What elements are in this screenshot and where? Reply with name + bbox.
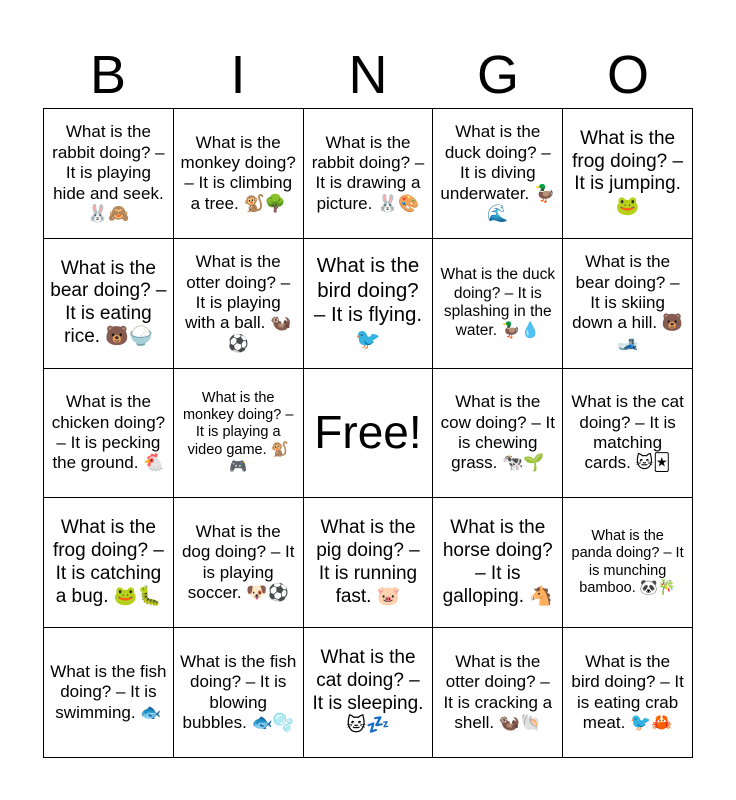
bingo-cell[interactable] — [44, 628, 174, 758]
bingo-cell[interactable] — [563, 109, 693, 239]
bingo-cell[interactable] — [44, 109, 174, 239]
header-letter-i: I — [230, 45, 246, 105]
cell-text: What is the monkey doing? – It is climbing a tree. 🐒🌳 — [180, 132, 296, 213]
header-letter-b: B — [89, 45, 127, 105]
header-letter-g: G — [476, 45, 519, 105]
cell-text: What is the dog doing? – It is playing soccer. 🐶⚽ — [181, 522, 295, 603]
bingo-cell[interactable] — [174, 628, 304, 758]
bingo-cell[interactable] — [433, 628, 563, 758]
cell-text: What is the cat doing? – It is matching cards. 🐱🃏 — [571, 392, 684, 473]
cell-text: What is the horse doing? – It is galloping. 🐴 — [442, 517, 553, 607]
bingo-cell[interactable] — [433, 239, 563, 369]
bingo-cell[interactable] — [174, 369, 304, 499]
bingo-cell[interactable] — [563, 239, 693, 369]
bingo-cell[interactable] — [304, 498, 434, 628]
bingo-card-grid — [43, 108, 693, 758]
bingo-cell[interactable] — [44, 369, 174, 499]
cell-text: What is the fish doing? – It is blowing bubbles. 🐟🫧 — [180, 651, 297, 732]
bingo-cell[interactable] — [563, 369, 693, 499]
cell-text: What is the chicken doing? – It is pecking the ground. 🐔 — [51, 392, 166, 473]
bingo-cell[interactable] — [174, 239, 304, 369]
cell-text: What is the cat doing? – It is sleeping. 🐱💤 — [312, 647, 424, 737]
free-space-label: Free! — [314, 406, 422, 459]
cell-text: What is the fish doing? – It is swimming. 🐟 — [50, 662, 167, 722]
cell-text: What is the bird doing? – It is flying. 🐦 — [313, 254, 423, 351]
cell-text: What is the monkey doing? – It is playing a video game. 🐒🎮 — [182, 389, 294, 476]
cell-text: What is the duck doing? – It is diving underwater. 🦆🌊 — [440, 122, 556, 223]
cell-text: What is the rabbit doing? – It is drawing a picture. 🐰🎨 — [311, 132, 425, 213]
cell-text: What is the rabbit doing? – It is playing hide and seek. 🐰🙈 — [52, 122, 165, 223]
cell-text: What is the pig doing? – It is running fast. 🐷 — [316, 517, 420, 607]
bingo-cell[interactable] — [304, 239, 434, 369]
free-space-cell[interactable] — [304, 369, 434, 499]
header-letter-o: O — [606, 45, 649, 105]
cell-text: What is the otter doing? – It is playing with a ball. 🦦⚽ — [185, 252, 292, 353]
cell-text: What is the frog doing? – It is jumping. 🐸 — [572, 127, 684, 218]
bingo-cell[interactable] — [174, 109, 304, 239]
bingo-cell[interactable] — [304, 628, 434, 758]
bingo-cell[interactable] — [304, 109, 434, 239]
bingo-cell[interactable] — [433, 109, 563, 239]
header-letter-n: N — [348, 45, 388, 105]
bingo-cell[interactable] — [433, 369, 563, 499]
cell-text: What is the panda doing? – It is munching bamboo. 🐼🎋 — [571, 528, 684, 597]
cell-text: What is the frog doing? – It is catching a bug. 🐸🐛 — [52, 517, 164, 607]
bingo-cell[interactable] — [174, 498, 304, 628]
bingo-header — [43, 42, 693, 108]
cell-text: What is the otter doing? – It is cracking a shell. 🦦🐚 — [443, 651, 553, 732]
cell-text: What is the bird doing? – It is eating crab meat. 🐦🦀 — [571, 651, 684, 732]
bingo-cell[interactable] — [44, 239, 174, 369]
bingo-cell[interactable] — [563, 628, 693, 758]
bingo-cell[interactable] — [563, 498, 693, 628]
cell-text: What is the cow doing? – It is chewing grass. 🐄🌱 — [440, 392, 555, 473]
cell-text: What is the bear doing? – It is eating rice. 🐻🍚 — [50, 257, 167, 347]
cell-text: What is the duck doing? – It is splashing in the water. 🦆💧 — [440, 266, 556, 339]
cell-text: What is the bear doing? – It is skiing down a hill. 🐻🎿 — [572, 252, 684, 353]
bingo-cell[interactable] — [433, 498, 563, 628]
bingo-cell[interactable] — [44, 498, 174, 628]
